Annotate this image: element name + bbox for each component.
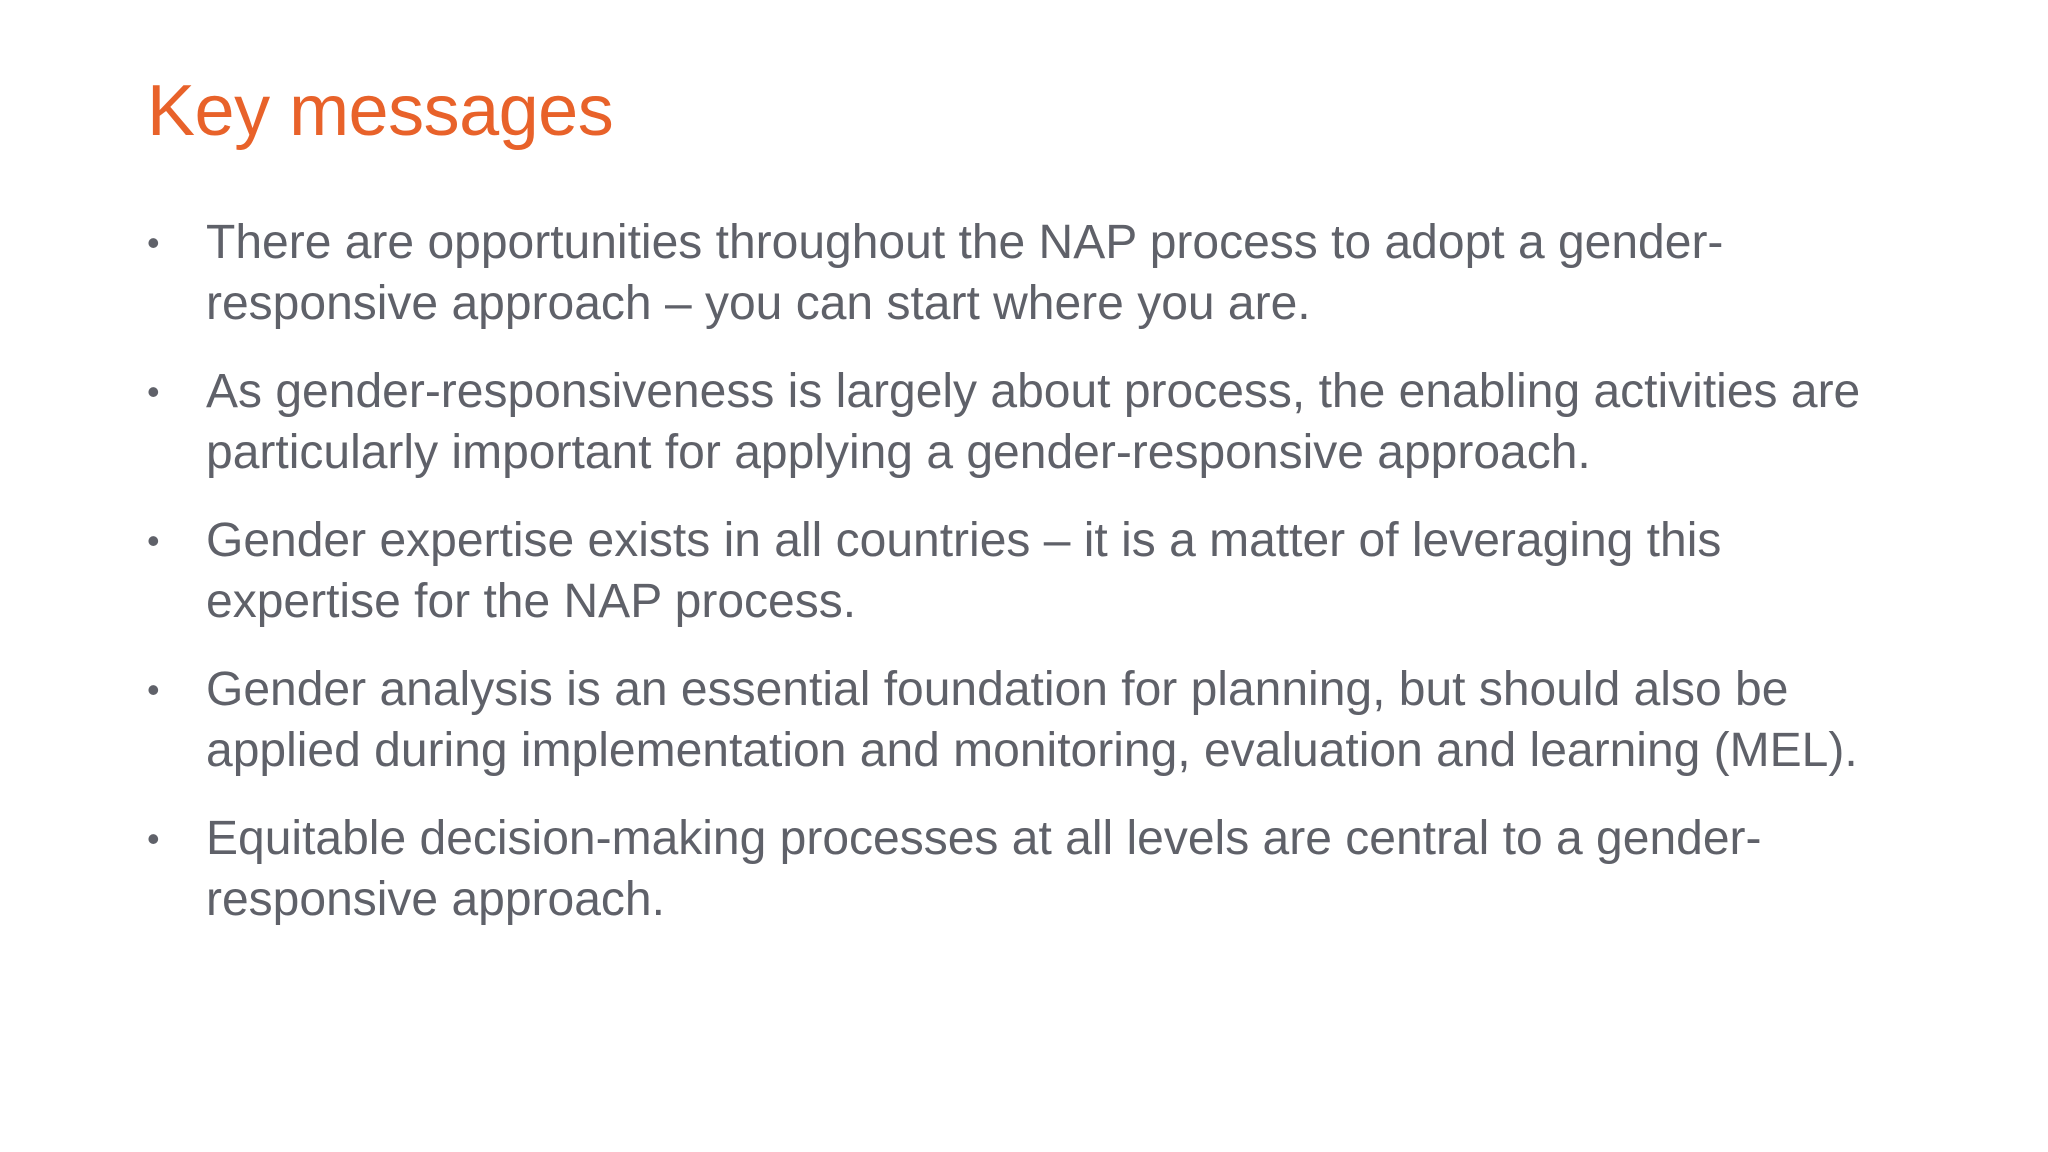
bullet-dot-icon: • <box>147 371 160 412</box>
slide-title: Key messages <box>147 71 614 151</box>
bullet-dot-icon: • <box>147 669 160 710</box>
list-item <box>147 510 1907 632</box>
list-item <box>147 361 1907 483</box>
bullet-dot-icon: • <box>147 818 160 859</box>
bullet-dot-icon: • <box>147 520 160 561</box>
list-item <box>147 212 1907 334</box>
bullet-dot-icon: • <box>147 222 160 263</box>
list-item <box>147 808 1907 930</box>
bullet-text: Equitable decision-making processes at all levels are central to a gender-responsive approach. <box>206 812 1762 926</box>
bullet-text: Gender analysis is an essential foundation for planning, but should also be applied during implementation and monitoring, evaluation and learning (MEL). <box>206 663 1858 777</box>
bullet-text: There are opportunities throughout the NAP process to adopt a gender-responsive approach – you can start where you are. <box>206 216 1724 330</box>
list-item <box>147 659 1907 781</box>
bullet-text: As gender-responsiveness is largely about process, the enabling activities are particularly important for applying a gender-responsive approach. <box>206 365 1861 479</box>
key-messages-list <box>147 212 1907 957</box>
bullet-text: Gender expertise exists in all countries – it is a matter of leveraging this expertise for the NAP process. <box>206 514 1722 628</box>
